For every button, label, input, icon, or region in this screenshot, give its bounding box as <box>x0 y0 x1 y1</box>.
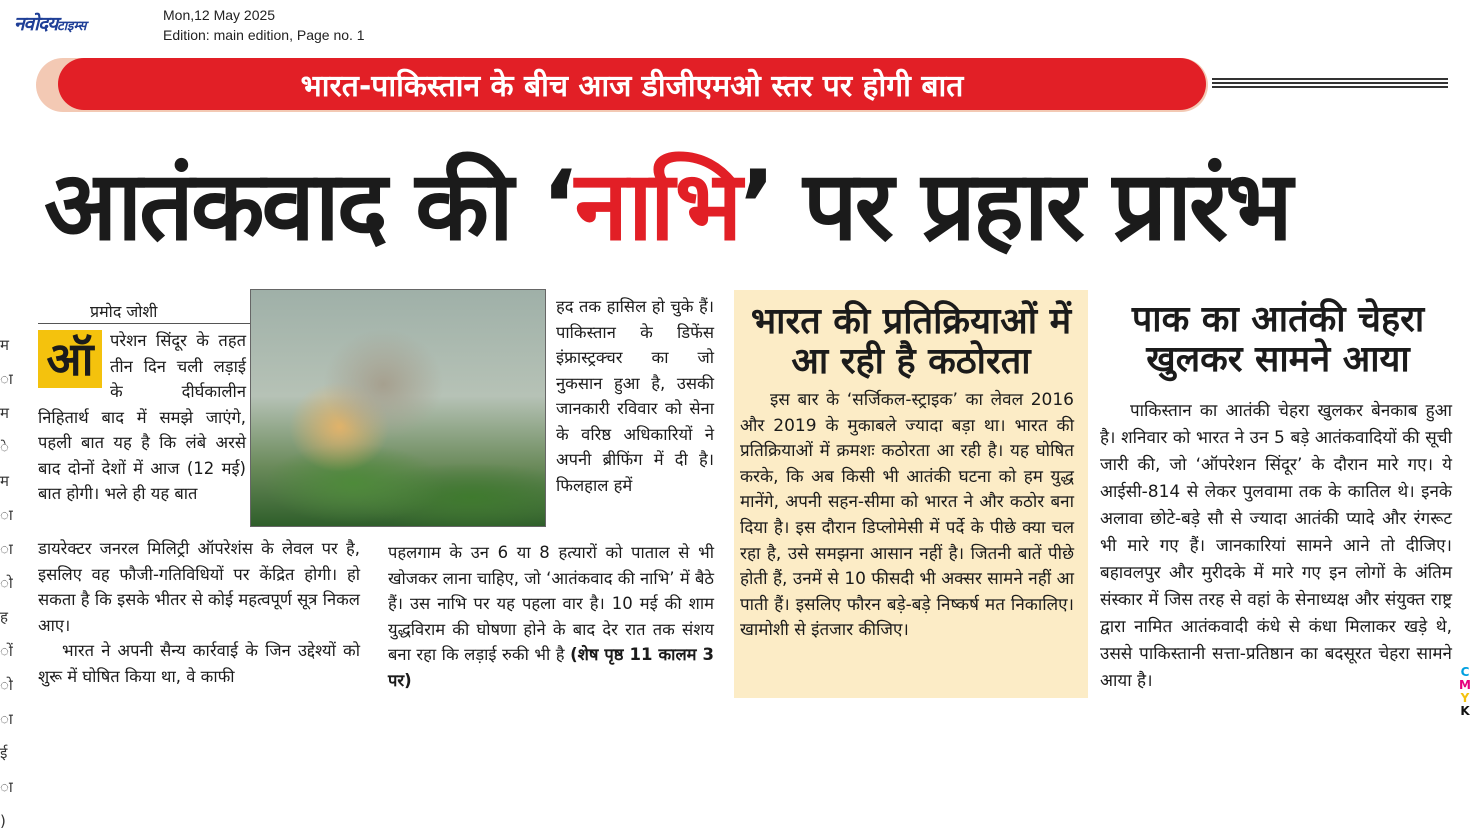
article-column-2-bottom <box>388 540 714 693</box>
edge-glyph: ा <box>0 506 13 524</box>
logo-main: नवोदय <box>14 13 58 35</box>
box-heading-pak-face: पाक का आतंकी चेहरा खुलकर सामने आया <box>1131 299 1425 380</box>
smoke-explosion-photo <box>250 289 546 527</box>
column-2-text: पहलगाम के उन 6 या 8 हत्यारों को पाताल से भी खोजकर लाना चाहिए, जो ‘आतंकवाद की नाभि’ में बैठे हैं। उस नाभि पर यह पहला वार है। 10 मई की शाम युद्धविराम की घोषणा होने के बाद देर रात तक संशय बना रहा कि लड़ाई रुकी भी है <box>388 543 714 664</box>
edge-glyph: ो <box>0 676 13 694</box>
column-1-para2: भारत ने अपनी सैन्य कार्रवाई के जिन उद्देश्यों को शुरू में घोषित किया था, वे काफी <box>38 641 360 686</box>
lead-text: परेशन सिंदूर के तहत तीन दिन चली लड़ाई के दीर्घकालीन निहितार्थ बाद में समझे जाएंगे, पहली बात यह है कि लंबे अरसे बाद दोनों देशों में आज (12 मई) बात होगी। भले ही यह बात <box>38 331 246 503</box>
cropped-column-edge <box>0 328 14 838</box>
edge-glyph: ) <box>0 812 6 830</box>
edge-glyph: म <box>0 472 9 490</box>
byline: प्रमोद जोशी <box>90 302 158 321</box>
headline-part1: आतंकवाद की ‘ <box>44 150 575 262</box>
kicker-banner <box>36 58 1208 112</box>
cmyk-letter: K <box>1460 704 1470 718</box>
cmyk-letter: C <box>1460 665 1470 679</box>
cmyk-registration-mark <box>1457 666 1473 718</box>
article-lead-column <box>38 328 246 507</box>
edge-glyph: ई <box>0 744 8 762</box>
continued-on-page: (शेष पृष्ठ 11 कालम 3 पर) <box>388 645 715 690</box>
column-1-text: डायरेक्टर जनरल मिलिट्री ऑपरेशंस के लेवल पर है, इसलिए वह फौजी-गतिविधियों पर केंद्रित होगी। हो सकता है कि इसके भीतर से कोई महत्वपूर्ण सूत्र निकल आए। <box>38 539 360 635</box>
issue-date: Mon,12 May 2025 <box>163 7 276 23</box>
edge-glyph: ह <box>0 608 8 626</box>
edge-glyph: ा <box>0 778 13 796</box>
edge-glyph: ों <box>0 642 13 660</box>
box-heading-reactions: भारत की प्रतिक्रियाओं में आ रही है कठोरता <box>750 301 1072 382</box>
edge-glyph: म <box>0 404 9 422</box>
box-body-pak-face: पाकिस्तान का आतंकी चेहरा खुलकर बेनकाब हुआ है। शनिवार को भारत ने उन 5 बड़े आतंकवादियों की सूची जारी की, जो ‘ऑपरेशन सिंदूर’ के दौरान मारे गए। ये आईसी-814 से लेकर पुलवामा तक के कातिल थे। इनके अलावा छोटे-बड़े सौ से ज्यादा आतंकी प्यादे और रंगरूट भी मारे गए हैं। जानकारियां सामने आने तो दीजिए। बहावलपुर और मुरीदके में मारे गए इन लोगों के अंतिम संस्कार में जिस तरह से वहां के सेनाध्यक्ष और संयुक्त राष्ट्र द्वारा नामित आतंकवादी कंधे से कंधा मिलाकर खड़े थे, उससे पाकिस्तानी सत्ता-प्रतिष्ठान का बदसूरत चेहरा सामने आया है। <box>1100 401 1452 691</box>
kicker-text: भारत-पाकिस्तान के बीच आज डीजीएमओ स्तर पर होगी बात <box>58 58 1206 110</box>
cmyk-letter: M <box>1459 678 1471 692</box>
main-headline <box>44 146 1444 266</box>
edge-glyph: ा <box>0 540 13 558</box>
article-column-1 <box>38 536 360 689</box>
edge-glyph: म <box>0 336 9 354</box>
edge-glyph: ा <box>0 710 13 728</box>
page-header <box>0 0 1477 48</box>
headline-part2: ’ पर प्रहार प्रारंभ <box>739 150 1290 262</box>
edge-glyph: े <box>0 438 9 456</box>
drop-cap: ऑ <box>38 330 102 388</box>
newspaper-page <box>0 48 1477 830</box>
banner-rule <box>1212 82 1448 84</box>
byline-rule <box>38 323 252 324</box>
banner-rule <box>1212 78 1448 80</box>
edition-info <box>163 5 365 45</box>
headline-highlight: नाभि <box>574 150 740 262</box>
article-column-2-top: हद तक हासिल हो चुके हैं। पाकिस्तान के डिफेंस इंफ्रास्ट्रक्चर का जो नुकसान हुआ है, उसकी जानकारी रविवार को सेना के वरिष्ठ अधिकारियों ने अपनी ब्रीफिंग में दी है। फिलहाल हमें <box>556 297 714 495</box>
edge-glyph: ो <box>0 574 13 592</box>
newspaper-logo[interactable] <box>14 10 86 36</box>
banner-rule <box>1212 86 1448 88</box>
box-body-reactions: इस बार के ‘सर्जिकल-स्ट्राइक’ का लेवल 2016 और 2019 के मुकाबले ज्यादा बड़ा था। भारत की प्रतिक्रियाओं में क्रमशः कठोरता आ रही है। यह घोषित करके, कि अब किसी भी आतंकी घटना को हम युद्ध मानेंगे, अपनी सहन-सीमा को भारत ने और कठोर बना दिया है। इस दौरान डिप्लोमेसी में पर्दे के पीछे क्या चल रहा है, उसे समझना आसान नहीं है। जितनी बातें पीछे होती हैं, उनमें से 10 फीसदी भी अक्सर सामने नहीं आ पाती हैं। इसलिए फौरन बड़े-बड़े निष्कर्ष मत निकालिए। खामोशी से इंतजार कीजिए। <box>740 390 1074 641</box>
cmyk-letter: Y <box>1460 691 1470 705</box>
edition-line: Edition: main edition, Page no. 1 <box>163 27 365 43</box>
logo-sub: टाइम्स <box>57 19 87 34</box>
edge-glyph: ा <box>0 370 13 388</box>
